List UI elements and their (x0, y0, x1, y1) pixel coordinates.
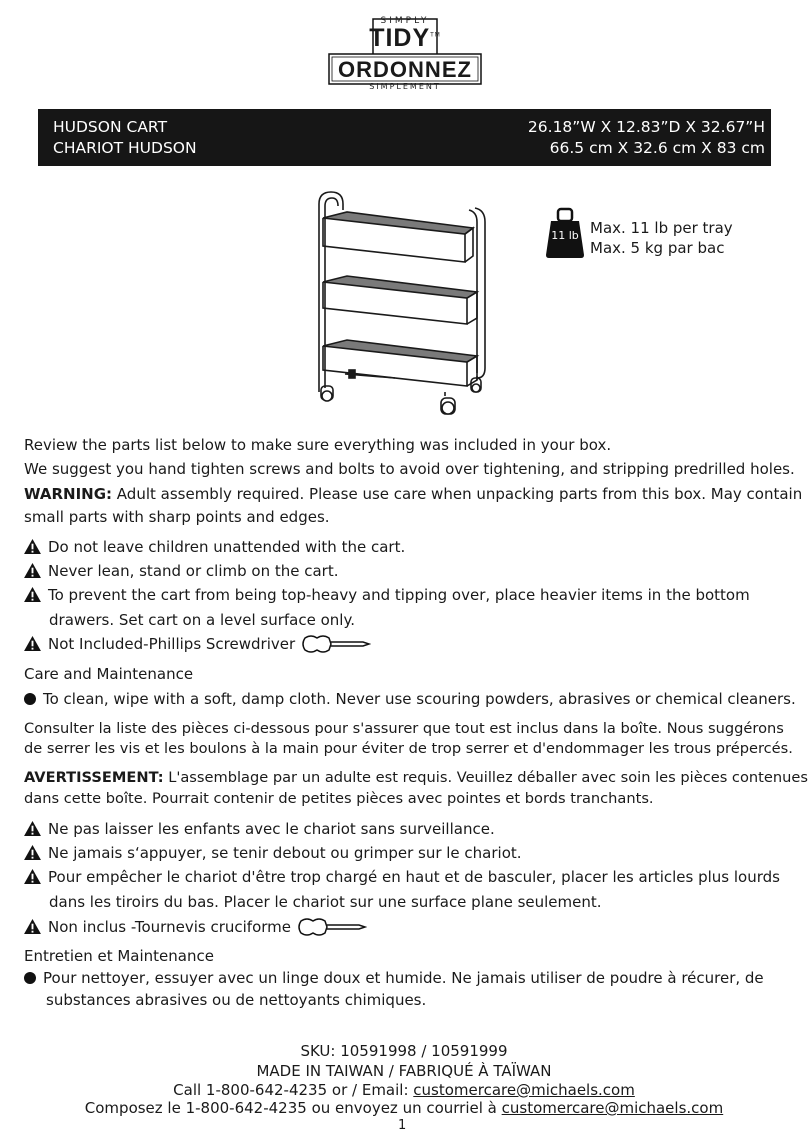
warning-triangle-icon (24, 636, 41, 651)
warning-triangle-icon (24, 869, 41, 884)
warning-fr-1: AVERTISSEMENT: L'assemblage par un adulte est requis. Veuillez déballer avec soin les pièces contenues (24, 769, 808, 786)
care-title-en: Care and Maintenance (24, 665, 194, 683)
made-in-line: MADE IN TAIWAN / FABRIQUÉ À TAÏWAN (256, 1062, 552, 1080)
warning-label: WARNING: (24, 485, 113, 503)
email-link-fr[interactable]: customercare@michaels.com (501, 1099, 724, 1117)
care-text-fr-1: Pour nettoyer, essuyer avec un linge doux et humide. Ne jamais utiliser de poudre à récurer, de (24, 967, 764, 989)
avertissement-label: AVERTISSEMENT: (24, 769, 164, 786)
contact-en: Call 1-800-642-4235 or / Email: customercare@michaels.com (173, 1081, 635, 1099)
caution-fr-3: Pour empêcher le chariot d'être trop chargé en haut et de basculer, placer les articles plus lourds (24, 866, 780, 888)
caution-en-1: Do not leave children unattended with the cart. (24, 536, 405, 558)
screwdriver-icon (301, 634, 371, 654)
warning-triangle-icon (24, 821, 41, 836)
weight-limit-fr: Max. 5 kg par bac (590, 239, 725, 257)
caster-wheel (471, 376, 481, 392)
caution-fr-3-cont: dans les tiroirs du bas. Placer le chariot sur une surface plane seulement. (49, 893, 602, 911)
warning-fr-2: dans cette boîte. Pourrait contenir de petites pièces avec pointes et bords tranchants. (24, 790, 654, 807)
dimensions-imperial: 26.18”W X 12.83”D X 32.67”H (527, 118, 765, 136)
page-number: 1 (398, 1118, 407, 1133)
caution-en-3-cont: drawers. Set cart on a level surface only. (49, 611, 355, 629)
product-header-bar (38, 109, 771, 166)
logo-simply-text: SIMPLY (380, 16, 430, 26)
logo-simplement-text: SIMPLEMENT (369, 82, 441, 91)
brand-logo (320, 10, 490, 90)
weight-badge-text: 11 lb (551, 229, 579, 242)
weight-limits (590, 218, 733, 258)
intro-en-1: Review the parts list below to make sure everything was included in your box. (24, 436, 612, 454)
sku-line: SKU: 10591998 / 10591999 (300, 1042, 508, 1060)
caution-fr-1: Ne pas laisser les enfants avec le chariot sans surveillance. (24, 818, 495, 840)
logo-tidy-text: TIDY™ (369, 24, 441, 52)
care-text-en: To clean, wipe with a soft, damp cloth. Never use scouring powders, abrasives or chemical cleaners. (24, 688, 796, 710)
weight-icon (545, 207, 585, 259)
intro-fr-2: de serrer les vis et les boulons à la main pour éviter de trop serrer et d'endommager les trous prépercés. (24, 740, 793, 757)
product-name-en: HUDSON CART (53, 118, 168, 136)
product-name-fr: CHARIOT HUDSON (53, 139, 197, 157)
cart-illustration (305, 188, 495, 418)
care-title-fr: Entretien et Maintenance (24, 947, 214, 965)
bullet-icon (24, 972, 36, 984)
warning-en-2: small parts with sharp points and edges. (24, 508, 330, 526)
contact-fr: Composez le 1-800-642-4235 ou envoyez un courriel à customercare@michaels.com (84, 1099, 724, 1117)
weight-limit-en: Max. 11 lb per tray (590, 219, 733, 237)
dimensions-metric: 66.5 cm X 32.6 cm X 83 cm (549, 139, 765, 157)
not-included-fr: Non inclus -Tournevis cruciforme (24, 916, 367, 938)
warning-triangle-icon (24, 563, 41, 578)
caster-wheel (441, 392, 455, 414)
intro-fr-1: Consulter la liste des pièces ci-dessous pour s'assurer que tout est inclus dans la boîte. Nous suggérons (24, 720, 784, 737)
care-text-fr-2: substances abrasives ou de nettoyants chimiques. (46, 991, 427, 1009)
logo-ordonnez-text: ORDONNEZ (338, 57, 472, 82)
not-included-en: Not Included-Phillips Screwdriver (24, 633, 371, 655)
intro-en-2: We suggest you hand tighten screws and bolts to avoid over tightening, and stripping predrilled holes. (24, 460, 795, 478)
warning-triangle-icon (24, 919, 41, 934)
caution-fr-2: Ne jamais s‘appuyer, se tenir debout ou grimper sur le chariot. (24, 842, 522, 864)
warning-triangle-icon (24, 587, 41, 602)
warning-en-1: WARNING: Adult assembly required. Please use care when unpacking parts from this box. May contain (24, 485, 803, 503)
caution-en-3: To prevent the cart from being top-heavy and tipping over, place heavier items in the bottom (24, 584, 750, 606)
bullet-icon (24, 693, 36, 705)
caution-en-2: Never lean, stand or climb on the cart. (24, 560, 339, 582)
email-link-en[interactable]: customercare@michaels.com (413, 1081, 635, 1099)
caster-wheel (319, 386, 333, 401)
warning-triangle-icon (24, 539, 41, 554)
screwdriver-icon (297, 917, 367, 937)
warning-triangle-icon (24, 845, 41, 860)
